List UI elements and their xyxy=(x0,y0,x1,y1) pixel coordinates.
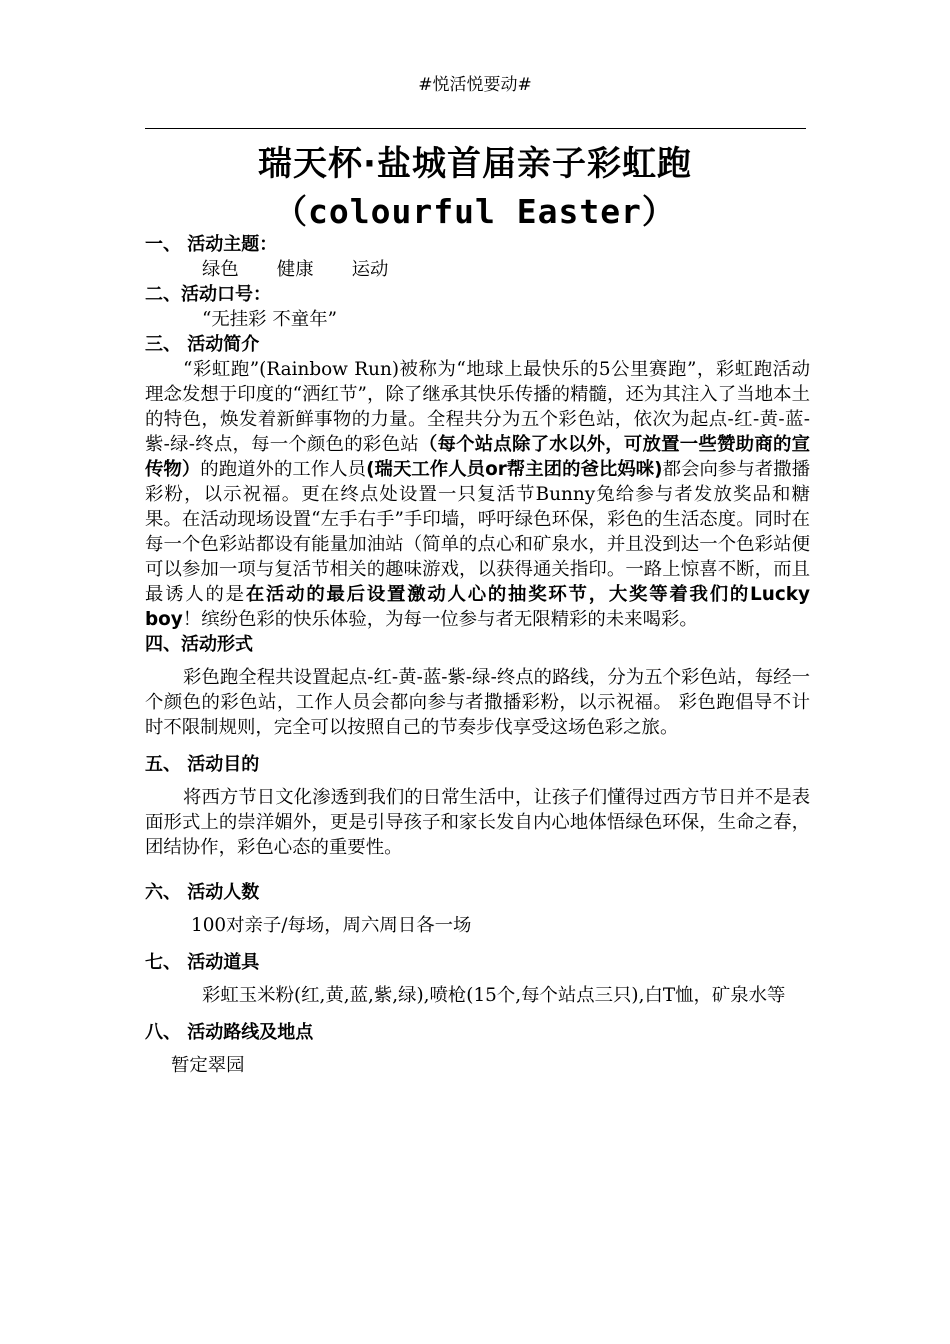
section-5-text: 将西方节日文化渗透到我们的日常生活中，让孩子们懂得过西方节日并不是表面形式上的崇洋媚外，更是引导孩子和家长发自内心地体悟绿色环保，生命之春，团结协作，彩色心态的重要性。 xyxy=(145,787,810,858)
intro-text: 的跑道外的工作人员 xyxy=(200,459,367,480)
section-8-heading: 八、 活动路线及地点 xyxy=(145,1022,314,1043)
section-4-heading: 四、活动形式 xyxy=(145,634,253,655)
intro-bold: (瑞天工作人员or帮主团的爸比妈咪) xyxy=(366,459,663,480)
theme-item: 绿色 xyxy=(202,259,239,280)
theme-item: 运动 xyxy=(351,259,389,280)
title-line-2: （colourful Easter） xyxy=(274,192,676,231)
section-2-heading: 二、活动口号： xyxy=(145,284,271,305)
section-5-heading: 五、 活动目的 xyxy=(145,754,260,775)
title-line-1: 瑞天杯·盐城首届亲子彩虹跑 xyxy=(258,144,692,184)
section-7-text: 彩虹玉米粉(红,黄,蓝,紫,绿),喷枪(15个,每个站点三只),白T恤，矿泉水等 xyxy=(202,985,786,1006)
intro-text: ！缤纷色彩的快乐体验，为每一位参与者无限精彩的未来喝彩。 xyxy=(182,609,698,630)
section-6-text: 100对亲子/每场，周六周日各一场 xyxy=(191,915,472,936)
theme-item: 健康 xyxy=(276,259,314,280)
intro-bold: 在活动的最后设置激动人心的抽奖环节，大奖等着我们的Lucky boy xyxy=(145,584,810,630)
section-1-heading: 一、 活动主题： xyxy=(145,234,278,255)
section-3-paragraph xyxy=(145,357,810,632)
section-1-items xyxy=(145,257,810,282)
intro-text: “彩虹跑”(Rainbow Run)被称为“地球上最快乐的5公里赛跑”，彩虹跑活动理念发想于印度的“洒红节”，除了继承其快乐传播的精髓，还为其注入了当地本土的特色，焕发着新鲜事物的力量。全程共分为五个彩色站，依次为起点-红-黄-蓝-紫-绿-终点，每一个颜色的彩色站 xyxy=(145,359,810,455)
section-3-heading: 三、 活动简介 xyxy=(145,334,260,355)
section-2-slogan: “无挂彩 不童年” xyxy=(202,309,337,330)
section-7-heading: 七、 活动道具 xyxy=(145,952,260,973)
section-4-text: 彩色跑全程共设置起点-红-黄-蓝-紫-绿-终点的路线，分为五个彩色站，每经一个颜色的彩色站，工作人员会都向参与者撒播彩粉，以示祝福。 彩色跑倡导不计时不限制规则，完全可以按照自己的节奏步伐享受这场色彩之旅。 xyxy=(145,667,810,738)
header-tag: #悦活悦要动# xyxy=(418,75,532,95)
document-body xyxy=(145,232,810,1078)
section-6-heading: 六、 活动人数 xyxy=(145,882,260,903)
section-8-text: 暂定翠园 xyxy=(171,1055,245,1076)
intro-text: 都会向参与者撒播彩粉，以示祝福。更在终点处设置一只复活节Bunny兔给参与者发放奖品和糖果。在活动现场设置“左手右手”手印墙，呼吁绿色环保，彩色的生活态度。同时在每一个色彩站都设有能量加油站（简单的点心和矿泉水，并且没到达一个色彩站便可以参加一项与复活节相关的趣味游戏，以获得通关指印。一路上惊喜不断，而且最诱人的是 xyxy=(145,459,810,605)
intro-bold: （每个站点除了水以外，可放置一些赞助商的宣传物） xyxy=(145,434,810,480)
header-divider xyxy=(145,128,806,129)
